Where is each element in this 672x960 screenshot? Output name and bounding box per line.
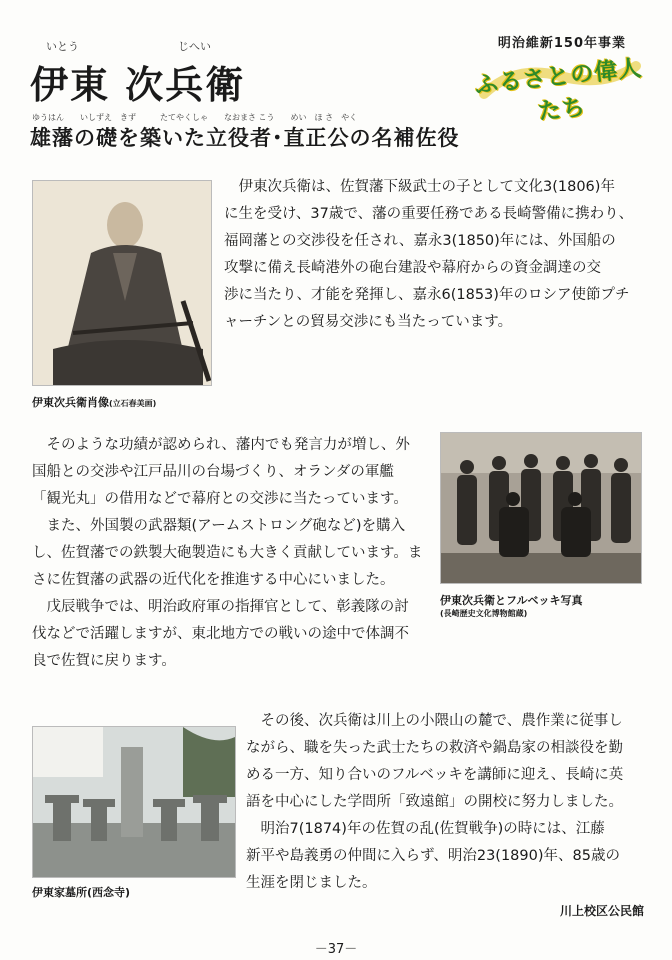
portrait-image: [32, 180, 212, 386]
page-number: －37－: [314, 942, 358, 957]
text-line: 戊辰戦争では、明治政府軍の指揮官として、彰義隊の討: [32, 599, 409, 615]
paragraph-3: [246, 708, 646, 897]
series-logo: [473, 54, 644, 126]
text-line: 福岡藩との交渉役を任され、嘉永3(1850)年には、外国船の: [224, 233, 616, 249]
text-line: また、外国製の武器類(アームストロング砲など)を購入: [32, 518, 406, 534]
paragraph-1: [224, 174, 644, 336]
page-subtitle: 雄藩の礎を築いた立役者･直正公の名補佐役: [30, 126, 460, 150]
text-line: める一方、知り合いのフルベッキを講師に迎え、長崎に英: [246, 767, 624, 783]
text-line: 新平や島義勇の仲間に入らず、明治23(1890)年、85歳の: [246, 848, 620, 864]
grave-photo-image: [32, 726, 236, 878]
text-line: 国船との交渉や江戸品川の台場づくり、オランダの軍艦: [32, 464, 394, 480]
group-photo-caption: 伊東次兵衛とフルベッキ写真: [440, 594, 583, 607]
group-photo-image: [440, 432, 642, 584]
text-line: に生を受け、37歳で、藩の重要任務である長崎警備に携わり、: [224, 206, 634, 222]
title-ruby-given: じへい: [178, 40, 211, 53]
text-line: ながら、職を失った武士たちの救済や鍋島家の相談役を勤: [246, 740, 623, 756]
logo-text: ふるさとの偉人たち: [473, 55, 644, 126]
text-line: 語を中心にした学問所「致遠館」の開校に努力しました。: [246, 794, 623, 810]
grave-photo-caption: 伊東家墓所(西念寺): [32, 886, 131, 899]
text-line: 良で佐賀に戻ります。: [32, 653, 176, 669]
text-line: 「観光丸」の借用などで幕府との交渉に当たっています。: [32, 491, 408, 507]
subtitle-ruby: ゆうはん いしずえ きず たてやくしゃ なおまさ こう めい ほ さ やく: [32, 113, 358, 122]
group-figures-icon: [441, 433, 641, 583]
text-line: さに佐賀藩の武器の近代化を推進する中心にいました。: [32, 572, 395, 588]
text-line: 明治7(1874)年の佐賀の乱(佐賀戦争)の時には、江藤: [246, 821, 605, 837]
text-line: ャーチンとの貿易交渉にも当たっています。: [224, 314, 513, 330]
group-photo-source: (長崎歴史文化博物館蔵): [440, 609, 528, 618]
text-line: 攻撃に備え長崎港外の砲台建設や幕府からの資金調達の交: [224, 260, 601, 276]
portrait-figure-icon: [33, 181, 211, 385]
page-title: 伊東 次兵衛: [30, 63, 246, 107]
text-line: 伊東次兵衛は、佐賀藩下級武士の子として文化3(1806)年: [224, 179, 615, 195]
text-line: 生涯を閉じました。: [246, 875, 377, 891]
paragraph-2: [32, 432, 432, 675]
text-line: 伐などで活躍しますが、東北地方での戦いの途中で体調不: [32, 626, 409, 642]
title-ruby-family: いとう: [46, 40, 79, 53]
text-line: その後、次兵衛は川上の小隈山の麓で、農作業に従事し: [246, 713, 623, 729]
footer-credit: 川上校区公民館: [559, 904, 644, 918]
portrait-caption: 伊東次兵衛肖像(立石春美画): [32, 396, 157, 409]
text-line: し、佐賀藩での鉄製大砲製造にも大きく貢献しています。ま: [32, 545, 423, 561]
text-line: そのような功績が認められ、藩内でも発言力が増し、外: [32, 437, 410, 453]
series-label: 明治維新150年事業: [497, 36, 626, 51]
text-line: 渉に当たり、才能を発揮し、嘉永6(1853)年のロシア使節プチ: [224, 287, 630, 303]
grave-stones-icon: [33, 727, 235, 877]
portrait-source: (立石春美画): [109, 399, 157, 408]
